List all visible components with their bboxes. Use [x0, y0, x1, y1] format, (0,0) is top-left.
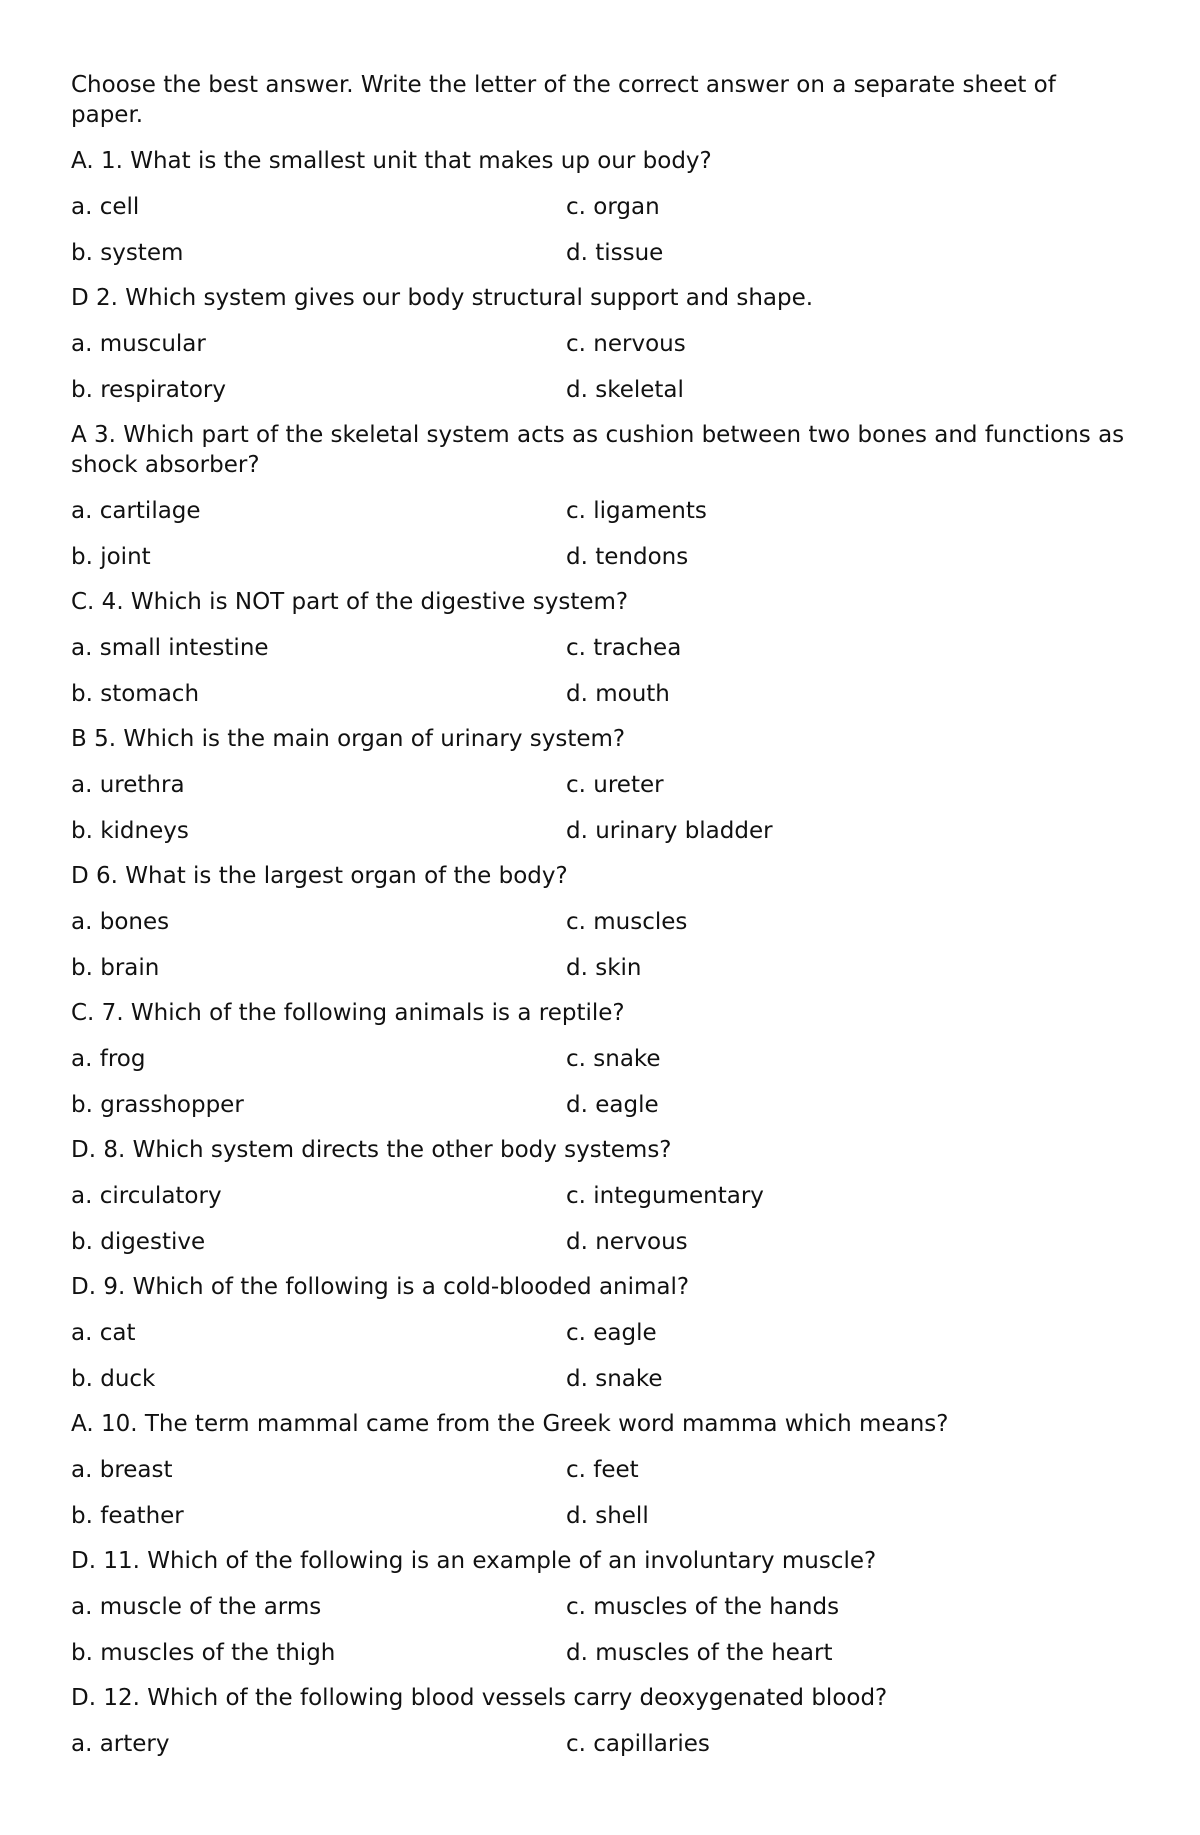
answer-options-row — [71, 679, 1131, 725]
answer-option: a. muscular — [71, 331, 206, 357]
answer-option: b. grasshopper — [71, 1091, 244, 1118]
answer-option: d. shell — [566, 1502, 649, 1529]
answer-option: a. frog — [71, 1046, 146, 1072]
answer-option: d. mouth — [566, 680, 670, 707]
answer-option: d. muscles of the heart — [566, 1639, 833, 1666]
question-item — [71, 861, 1131, 998]
question-item — [71, 420, 1131, 587]
answer-option: a. urethra — [71, 772, 185, 798]
answer-option: b. stomach — [71, 680, 200, 707]
answer-option: c. integumentary — [566, 1183, 764, 1209]
answer-options-row — [71, 1638, 1131, 1684]
question-item — [71, 1135, 1131, 1272]
answer-option: b. kidneys — [71, 817, 189, 844]
answer-options-row — [71, 1227, 1131, 1273]
answer-options-row — [71, 770, 1131, 816]
question-item — [71, 283, 1131, 420]
answer-option: a. cat — [71, 1320, 136, 1346]
answer-option: a. breast — [71, 1457, 173, 1483]
answer-options-row — [71, 542, 1131, 588]
question-text: C. 7. Which of the following animals is a reptile? — [71, 1000, 625, 1026]
question-item — [71, 724, 1131, 861]
answer-options-row — [71, 1364, 1131, 1410]
question-text: C. 4. Which is NOT part of the digestive system? — [71, 589, 629, 615]
question-text: D 6. What is the largest organ of the body? — [71, 863, 568, 889]
answer-option: a. circulatory — [71, 1183, 222, 1209]
answer-option: b. duck — [71, 1365, 156, 1392]
answer-option: d. urinary bladder — [566, 817, 773, 844]
answer-options-row — [71, 907, 1131, 953]
question-item — [71, 587, 1131, 724]
answer-option: c. feet — [566, 1457, 639, 1483]
answer-option: c. muscles — [566, 909, 688, 935]
answer-option: c. ureter — [566, 772, 664, 798]
answer-option: b. brain — [71, 954, 160, 981]
question-item — [71, 1683, 1131, 1775]
answer-options-row — [71, 816, 1131, 862]
answer-options-row — [71, 1592, 1131, 1638]
answer-option: d. eagle — [566, 1091, 659, 1118]
answer-option: d. tissue — [566, 239, 664, 266]
answer-options-row — [71, 1181, 1131, 1227]
answer-option: c. trachea — [566, 635, 682, 661]
answer-option: b. muscles of the thigh — [71, 1639, 336, 1666]
question-item — [71, 1546, 1131, 1683]
answer-option: a. bones — [71, 909, 170, 935]
answer-option: c. eagle — [566, 1320, 657, 1346]
answer-options-row — [71, 1501, 1131, 1547]
answer-options-row — [71, 192, 1131, 238]
answer-option: b. feather — [71, 1502, 184, 1529]
answer-option: d. tendons — [566, 543, 689, 570]
question-text: D 2. Which system gives our body structural support and shape. — [71, 285, 814, 311]
answer-option: c. ligaments — [566, 498, 707, 524]
answer-option: d. snake — [566, 1365, 663, 1392]
answer-options-row — [71, 375, 1131, 421]
question-item — [71, 146, 1131, 283]
answer-options-row — [71, 238, 1131, 284]
question-text: A. 10. The term mammal came from the Greek word mamma which means? — [71, 1411, 949, 1437]
answer-option: a. artery — [71, 1731, 170, 1757]
question-text: D. 9. Which of the following is a cold-blooded animal? — [71, 1274, 690, 1300]
answer-options-row — [71, 1318, 1131, 1364]
question-item — [71, 1409, 1131, 1546]
answer-option: a. cartilage — [71, 498, 201, 524]
question-item — [71, 998, 1131, 1135]
answer-options-row — [71, 953, 1131, 999]
question-text: D. 8. Which system directs the other body systems? — [71, 1137, 672, 1163]
answer-option: a. muscle of the arms — [71, 1594, 322, 1620]
answer-option: a. cell — [71, 194, 140, 220]
answer-option: d. nervous — [566, 1228, 688, 1255]
answer-option: c. nervous — [566, 331, 686, 357]
question-text: D. 11. Which of the following is an example of an involuntary muscle? — [71, 1548, 877, 1574]
answer-options-row — [71, 1044, 1131, 1090]
question-item — [71, 1272, 1131, 1409]
answer-options-row — [71, 1090, 1131, 1136]
answer-option: c. muscles of the hands — [566, 1594, 840, 1620]
answer-option: b. system — [71, 239, 184, 266]
instructions: Choose the best answer. Write the letter of the correct answer on a separate sheet of paper. — [71, 72, 1056, 128]
answer-options-row — [71, 1729, 1131, 1775]
answer-option: d. skeletal — [566, 376, 684, 403]
answer-options-row — [71, 633, 1131, 679]
answer-options-row — [71, 1455, 1131, 1501]
question-text: D. 12. Which of the following blood vessels carry deoxygenated blood? — [71, 1685, 888, 1711]
answer-option: c. snake — [566, 1046, 661, 1072]
answer-option: b. joint — [71, 543, 151, 570]
question-text: B 5. Which is the main organ of urinary system? — [71, 726, 626, 752]
answer-option: c. organ — [566, 194, 660, 220]
answer-option: b. digestive — [71, 1228, 206, 1255]
answer-option: c. capillaries — [566, 1731, 710, 1757]
question-text: A 3. Which part of the skeletal system acts as cushion between two bones and functions as shock absorber? — [71, 422, 1125, 478]
answer-options-row — [71, 329, 1131, 375]
answer-options-row — [71, 496, 1131, 542]
question-text: A. 1. What is the smallest unit that makes up our body? — [71, 148, 712, 174]
answer-option: a. small intestine — [71, 635, 269, 661]
question-list — [71, 146, 1131, 1775]
answer-option: d. skin — [566, 954, 642, 981]
answer-option: b. respiratory — [71, 376, 227, 403]
